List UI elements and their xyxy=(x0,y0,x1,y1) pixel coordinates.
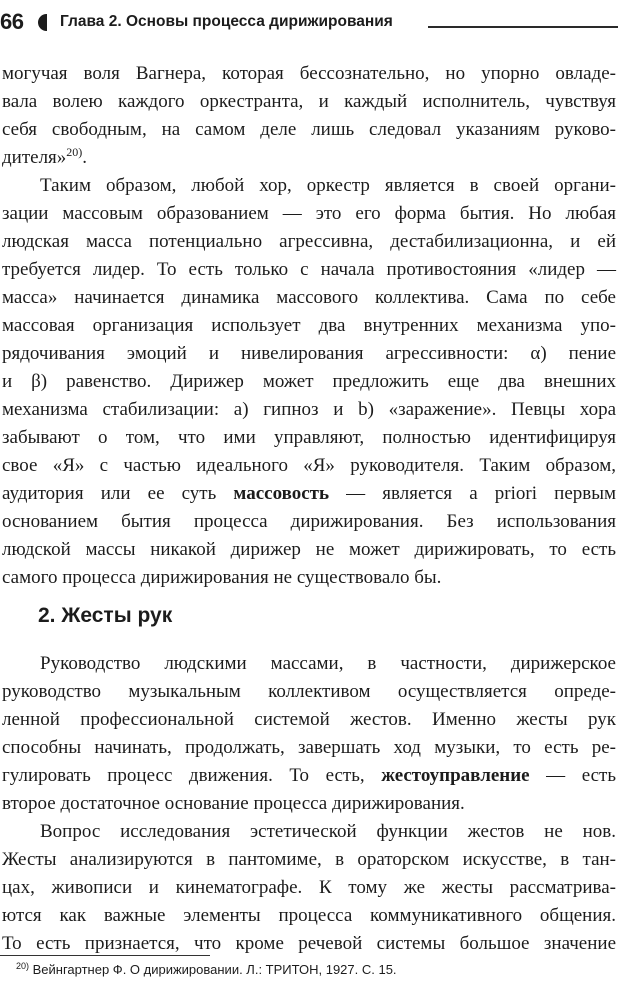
running-head xyxy=(0,8,620,38)
footnote-marker: 20) xyxy=(16,961,30,971)
text-line: людская масса потенциально агрессивна, дестабилизационна, и ей xyxy=(2,231,616,252)
text-line: ленной профессиональной системой жестов. Именно жесты рук xyxy=(2,709,616,730)
text-line xyxy=(2,144,616,172)
text-line: зации массовым образованием — это его форма бытия. Но любая xyxy=(2,203,616,224)
section-heading: 2. Жесты рук xyxy=(38,604,173,627)
text-fragment: — есть xyxy=(529,765,616,786)
text-fragment: аудитория или ее суть xyxy=(2,483,234,504)
text-line: вала волею каждого оркестранта, и каждый исполнитель, чувствуя xyxy=(2,91,616,112)
footnote-rule xyxy=(0,955,210,956)
text-line: требуется лидер. То есть только с начала противостояния «лидер — xyxy=(2,259,616,280)
footnote xyxy=(16,962,397,977)
text-line: ются как важные элементы процесса коммуникативного общения. xyxy=(2,905,616,926)
text-line: То есть признается, что кроме речевой системы большое значение xyxy=(2,933,616,954)
text-line: свое «Я» с частью идеального «Я» руководителя. Таким образом, xyxy=(2,455,616,476)
footnote-reference: 20) xyxy=(66,145,83,159)
text-line xyxy=(2,762,616,790)
footnote-text: Вейнгартнер Ф. О дирижировании. Л.: ТРИТОН, 1927. С. 15. xyxy=(29,962,397,977)
text-line: рядочивания эмоций и нивелирования агрессивности: α) пение xyxy=(2,343,616,364)
text-line: самого процесса дирижирования не существовало бы. xyxy=(2,567,442,588)
paragraph-gesture-system xyxy=(2,650,616,818)
text-line: Руководство людскими массами, в частности, дирижерское xyxy=(40,653,616,674)
text-line: способны начинать, продолжать, завершать ход музыки, то есть ре- xyxy=(2,737,616,758)
text-line: руководство музыкальным коллективом осуществляется опреде- xyxy=(2,681,616,702)
text-line: и β) равенство. Дирижер может предложить еще два внешних xyxy=(2,371,616,392)
paragraph-aesthetic-function xyxy=(2,818,616,958)
bold-term: жестоуправление xyxy=(381,765,530,786)
text-line xyxy=(2,480,616,508)
text-fragment: . xyxy=(82,147,88,168)
paragraph-mass-organization xyxy=(2,172,616,592)
paragraph-continuation xyxy=(2,60,616,172)
text-line: цах, живописи и кинематографе. К тому же жесты рассматрива- xyxy=(2,877,616,898)
text-line: забывают о том, что ими управляют, полностью идентифицируя xyxy=(2,427,616,448)
text-line: Жесты анализируются в пантомиме, в ораторском искусстве, в тан- xyxy=(2,849,616,870)
bold-term: массовость xyxy=(233,483,330,504)
text-fragment: дителя» xyxy=(2,147,67,168)
text-line: механизма стабилизации: а) гипноз и b) «заражение». Певцы хора xyxy=(2,399,616,420)
text-fragment: гулировать процесс движения. То есть, xyxy=(2,765,382,786)
text-line: Вопрос исследования эстетической функции жестов не нов. xyxy=(40,821,616,842)
page-number: 66 xyxy=(0,9,24,34)
text-line: себя свободным, на самом деле лишь следовал указаниям руково- xyxy=(2,119,616,140)
text-fragment: — является a priori первым xyxy=(329,483,617,504)
header-rule xyxy=(428,26,618,28)
chapter-title: Глава 2. Основы процесса дирижирования xyxy=(60,13,393,30)
text-line: могучая воля Вагнера, которая бессознательно, но упорно овладе- xyxy=(2,63,616,84)
text-line: основанием бытия процесса дирижирования. Без использования xyxy=(2,511,616,532)
text-line: второе достаточное основание процесса дирижирования. xyxy=(2,793,465,814)
text-line: людской массы никакой дирижер не может дирижировать, то есть xyxy=(2,539,616,560)
text-line: масса» начинается динамика массового коллектива. Сама по себе xyxy=(2,287,616,308)
half-circle-marker-icon xyxy=(38,14,47,31)
text-line: Таким образом, любой хор, оркестр является в своей органи- xyxy=(40,175,616,196)
text-line: массовая организация использует два внутренних механизма упо- xyxy=(2,315,616,336)
